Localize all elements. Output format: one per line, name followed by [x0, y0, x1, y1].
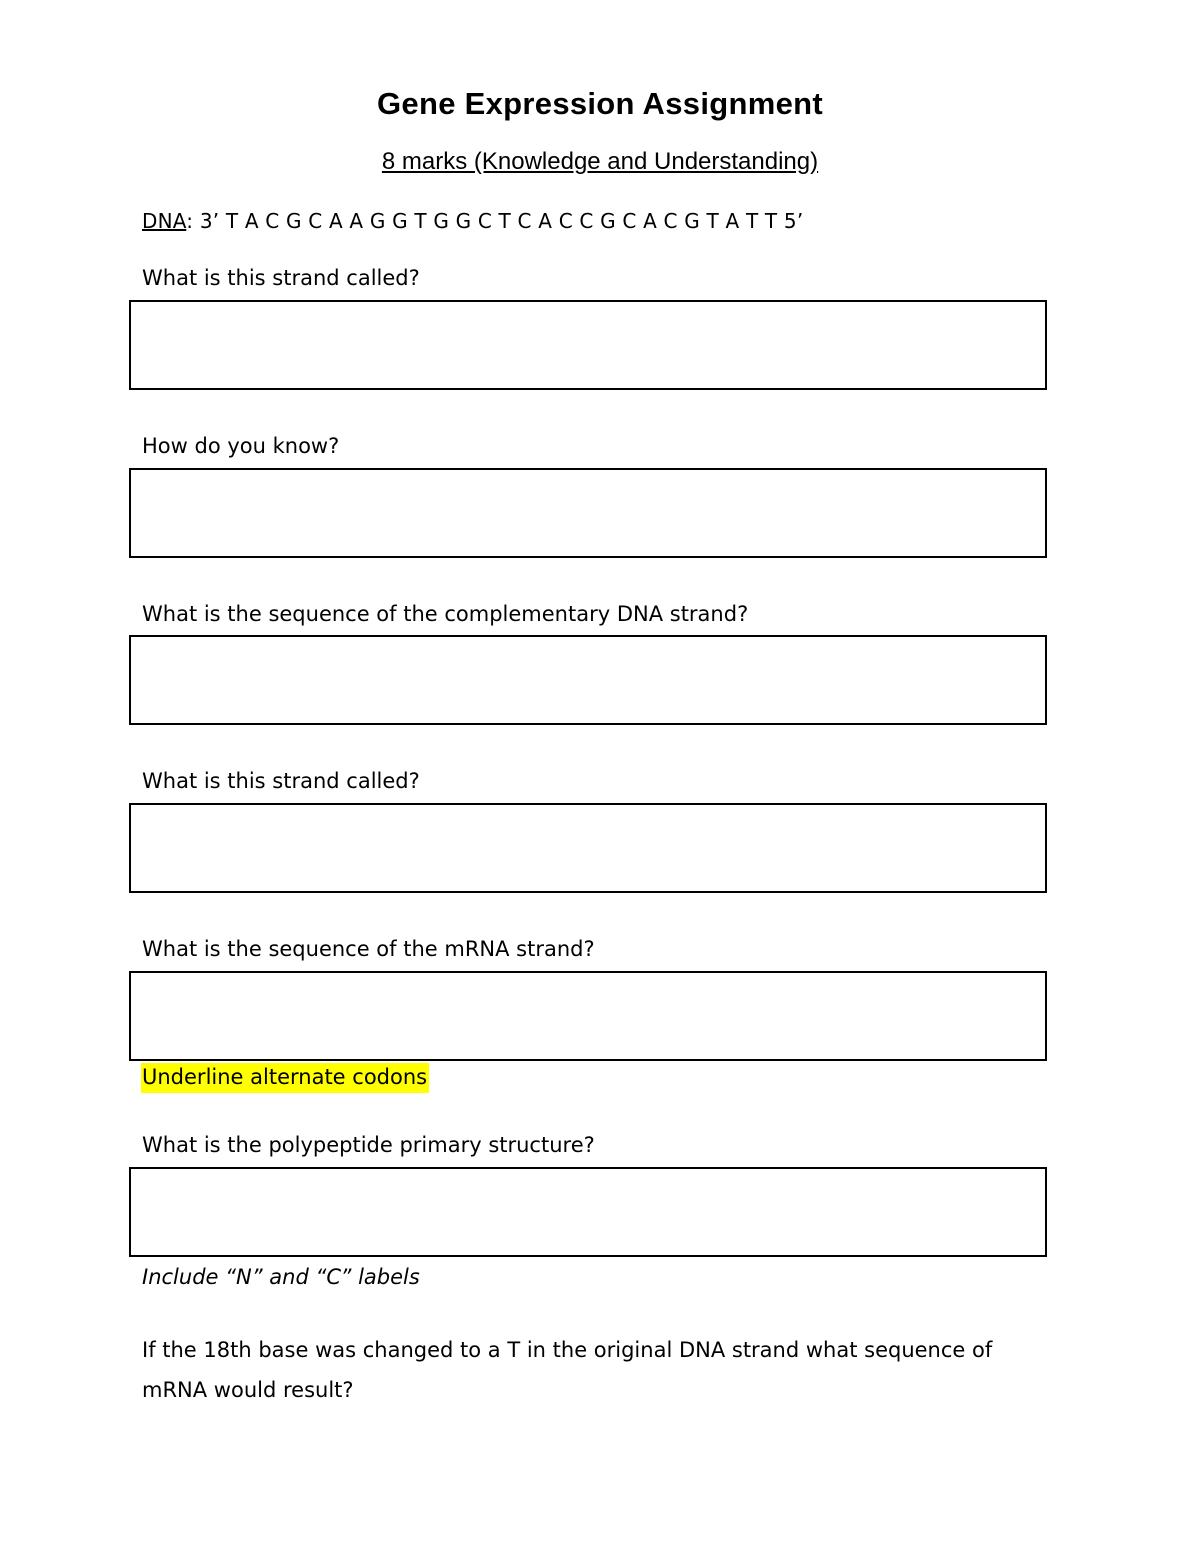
answer-box-complementary-sequence[interactable] — [129, 635, 1047, 725]
question-mutation-mrna: If the 18th base was changed to a T in the original DNA strand what sequence of mRNA would result? — [142, 1338, 993, 1402]
marks-subtitle: 8 marks (Knowledge and Understanding) — [381, 148, 819, 175]
question-complementary-sequence: What is the sequence of the complementary DNA strand? — [142, 602, 749, 626]
answer-box-mrna-sequence[interactable] — [129, 971, 1047, 1061]
page-title: Gene Expression Assignment — [377, 86, 823, 121]
question-complementary-strand-name: What is this strand called? — [142, 769, 420, 793]
question-how-know: How do you know? — [142, 434, 340, 458]
question-strand-name: What is this strand called? — [142, 266, 420, 290]
dna-separator: : — [186, 209, 194, 233]
dna-label: DNA — [142, 209, 187, 233]
dna-sequence: 3’ T A C G C A A G G T G G C T C A C C G C A C G T A T T 5’ — [199, 209, 804, 233]
label-instruction-note: Include “N” and “C” labels — [142, 1265, 420, 1289]
question-mrna-sequence: What is the sequence of the mRNA strand? — [142, 937, 595, 961]
answer-box-polypeptide[interactable] — [129, 1167, 1047, 1257]
question-polypeptide: What is the polypeptide primary structure? — [142, 1133, 595, 1157]
answer-box-complementary-strand-name[interactable] — [129, 803, 1047, 893]
answer-box-how-know[interactable] — [129, 468, 1047, 558]
codon-instruction-highlight: Underline alternate codons — [141, 1063, 429, 1093]
dna-sequence-line — [142, 209, 803, 233]
answer-box-strand-name[interactable] — [129, 300, 1047, 390]
